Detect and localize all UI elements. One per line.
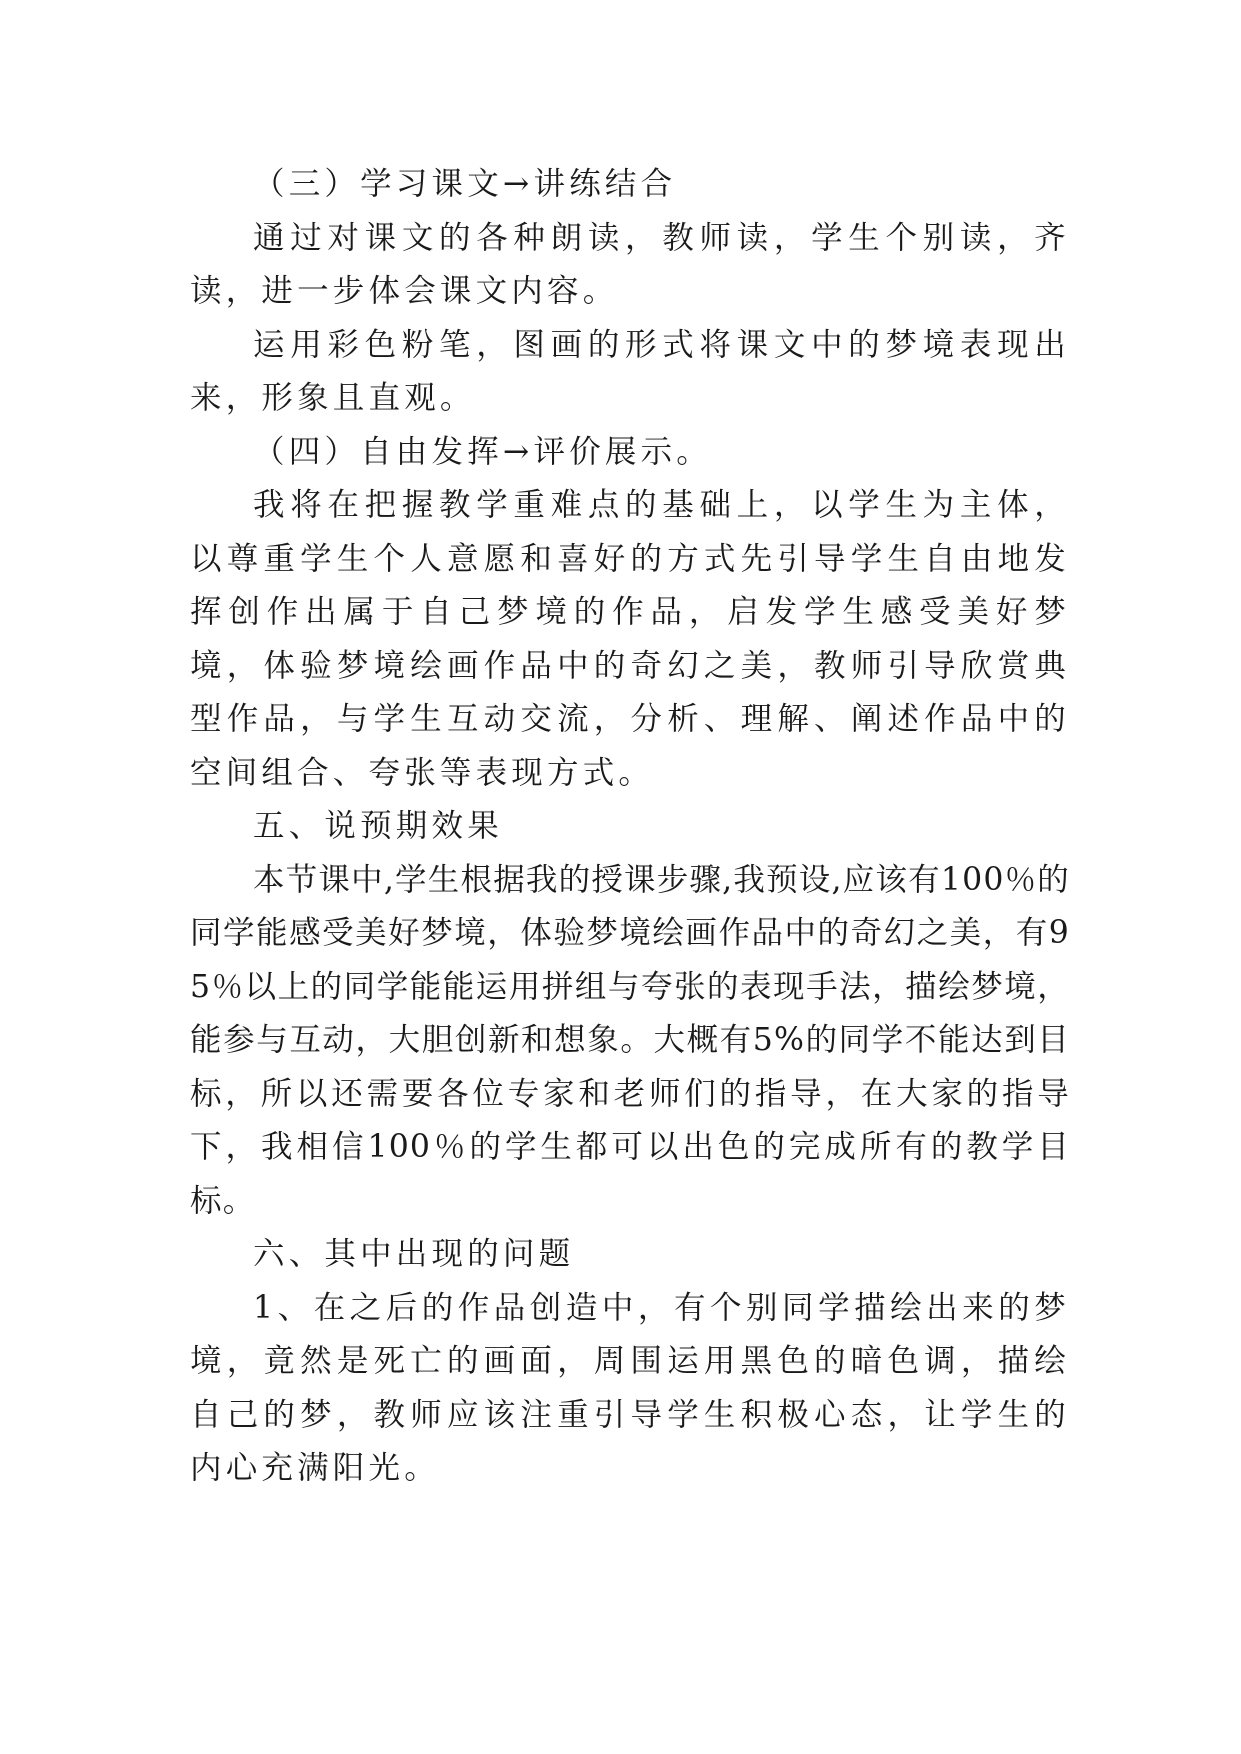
document-body (190, 158, 1070, 1496)
section-heading-learn-text: （三）学习课文→讲练结合 (253, 166, 677, 202)
paragraph-problem-1: 1、在之后的作品创造中，有个别同学描绘出来的梦境，竟然是死亡的画面，周围运用黑色的暗色调，描绘自己的梦，教师应该注重引导学生积极心态，让学生的内心充满阳光。 (190, 1289, 1070, 1486)
section-heading-problems: 六、其中出现的问题 (253, 1236, 575, 1272)
section-heading-expected-effect: 五、说预期效果 (253, 808, 503, 844)
paragraph-chalk: 运用彩色粉笔，图画的形式将课文中的梦境表现出来，形象且直观。 (190, 326, 1070, 416)
paragraph-reading: 通过对课文的各种朗读，教师读，学生个别读，齐读，进一步体会课文内容。 (190, 219, 1070, 309)
section-heading-free-play: （四）自由发挥→评价展示。 (253, 433, 712, 470)
paragraph-expected-effect: 本节课中,学生根据我的授课步骤,我预设,应该有100％的同学能感受美好梦境，体验梦境绘画作品中的奇幻之美，有95％以上的同学能能运用拼组与夸张的表现手法，描绘梦境，能参与互动，大胆创新和想象。大概有5%的同学不能达到目标，所以还需要各位专家和老师们的指导，在大家的指导下，我相信100％的学生都可以出色的完成所有的教学目标。 (190, 861, 1070, 1219)
paragraph-creation: 我将在把握教学重难点的基础上，以学生为主体，以尊重学生个人意愿和喜好的方式先引导学生自由地发挥创作出属于自己梦境的作品，启发学生感受美好梦境，体验梦境绘画作品中的奇幻之美，教师引导欣赏典型作品，与学生互动交流，分析、理解、阐述作品中的空间组合、夸张等表现方式。 (190, 487, 1070, 791)
